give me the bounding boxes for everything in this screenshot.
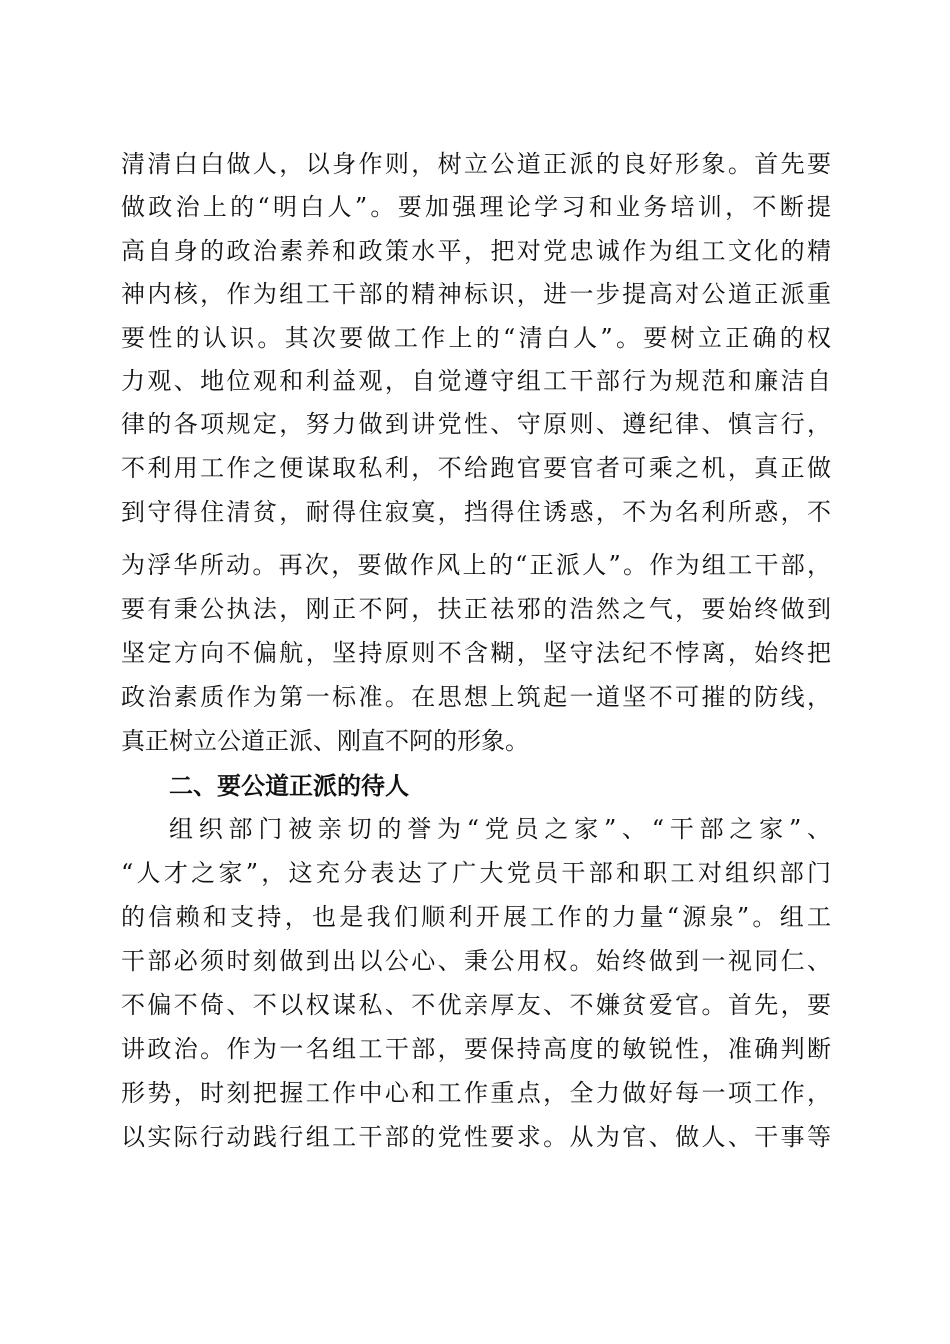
body-text-line: 干部必须时刻做到出以公心、秉公用权。始终做到一视同仁、 [121,947,831,975]
body-text-line: 到守得住清贫，耐得住寂寞，挡得住诱惑，不为名利所惑，不 [121,498,831,526]
body-text-line: 形势，时刻把握工作中心和工作重点，全力做好每一项工作， [121,1079,831,1107]
body-text-line: 讲政治。作为一名组工干部，要保持高度的敏锐性，准确判断 [121,1035,831,1063]
body-text-line: 清清白白做人，以身作则，树立公道正派的良好形象。首先要 [121,150,831,178]
section-heading: 二、要公道正派的待人 [169,772,409,800]
body-text-line: 做政治上的“明白人”。要加强理论学习和业务培训，不断提 [121,193,831,221]
body-text-line: 高自身的政治素养和政策水平，把对党忠诚作为组工文化的精 [121,237,831,265]
body-text-line: 不偏不倚、不以权谋私、不优亲厚友、不嫌贫爱官。首先，要 [121,991,831,1019]
body-text-line: 政治素质作为第一标准。在思想上筑起一道坚不可摧的防线， [121,683,831,711]
body-text-line: 组织部门被亲切的誉为“党员之家”、“干部之家”、 [169,815,831,843]
body-text-line: 的信赖和支持，也是我们顺利开展工作的力量“源泉”。组工 [121,903,831,931]
body-text-line: 神内核，作为组工干部的精神标识，进一步提高对公道正派重 [121,280,831,308]
body-text-line: 以实际行动践行组工干部的党性要求。从为官、做人、干事等 [121,1123,831,1151]
body-text-line: 律的各项规定，努力做到讲党性、守原则、遵纪律、慎言行， [121,410,831,438]
body-text-line: 力观、地位观和利益观，自觉遵守组工干部行为规范和廉洁自 [121,367,831,395]
body-text-line: 为浮华所动。再次，要做作风上的“正派人”。作为组工干部， [121,551,831,579]
body-text-line: 要有秉公执法，刚正不阿，扶正祛邪的浩然之气，要始终做到 [121,595,831,623]
body-text-line: 真正树立公道正派、刚直不阿的形象。 [121,727,529,755]
body-text-line: 坚定方向不偏航，坚持原则不含糊，坚守法纪不悖离，始终把 [121,639,831,667]
body-text-line: 不利用工作之便谋取私利，不给跑官要官者可乘之机，真正做 [121,454,831,482]
body-text-line: 要性的认识。其次要做工作上的“清白人”。要树立正确的权 [121,324,831,352]
body-text-line: “人才之家”，这充分表达了广大党员干部和职工对组织部门 [121,859,831,887]
